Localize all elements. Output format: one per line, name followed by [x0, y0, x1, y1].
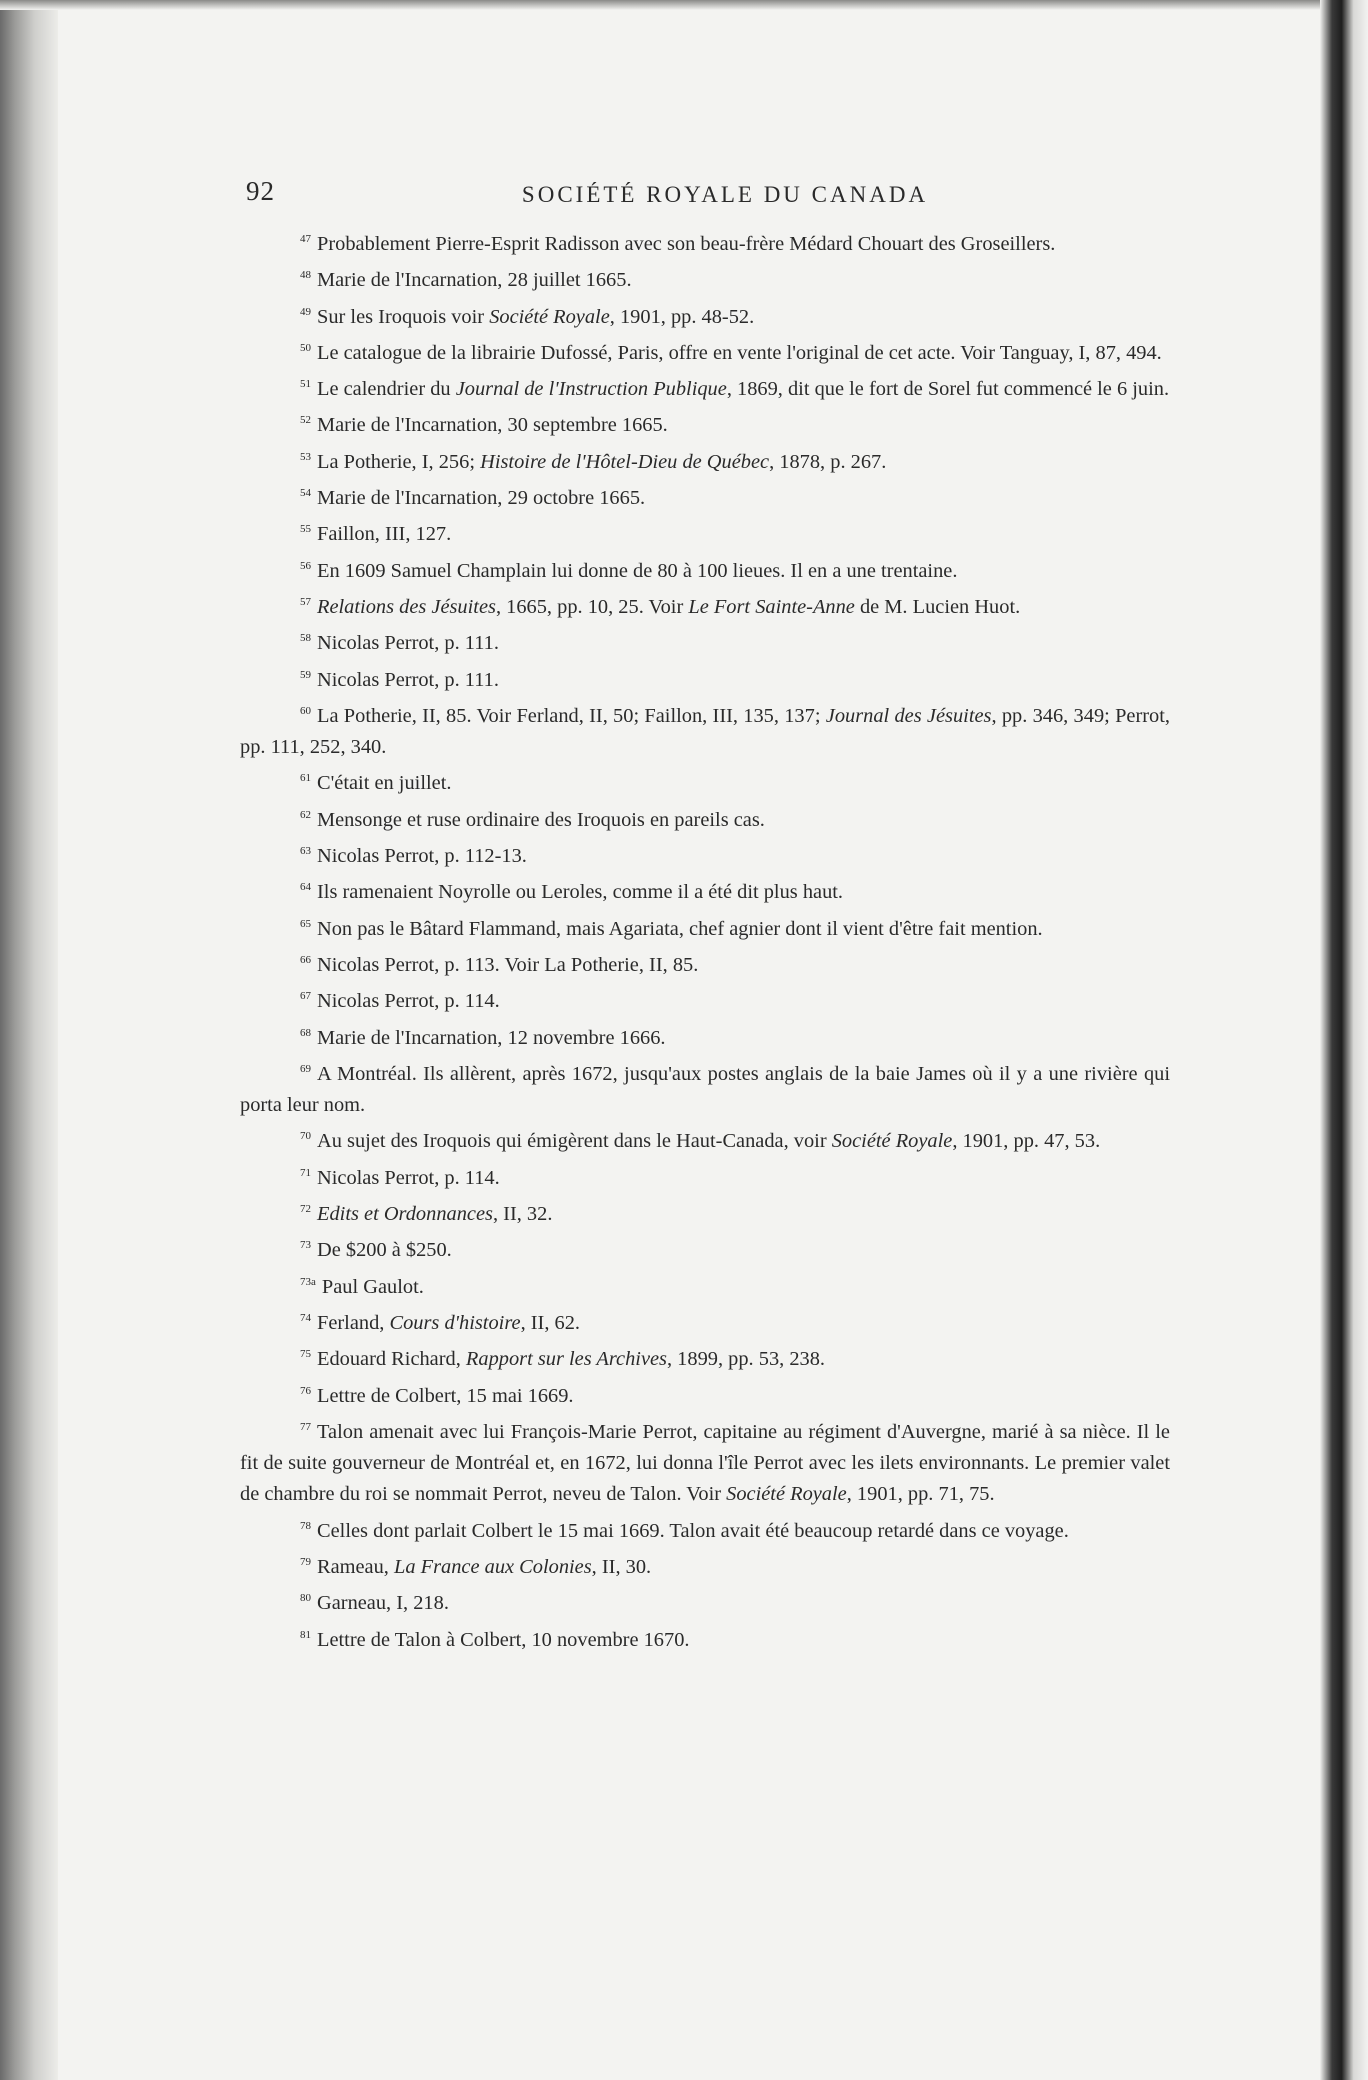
footnote [240, 1121, 1170, 1157]
footnote-title-italic: Edits et Ordonnances [317, 1203, 493, 1226]
footnote-text: , 1901, pp. 48-52. [609, 305, 755, 328]
footnote-text: Talon amenait avec lui François-Marie Perrot, capitaine au régiment d'Auvergne, marié à sa nièce. Il le fit de suite gouverneur de Montréal et, en 1672, lui donna l'île Perrot avec les ilets environnants. Le premier valet de chambre du roi se nommait Perrot, neveu de Talon. Voir [240, 1420, 1170, 1506]
footnote-marker: 77 [300, 1420, 311, 1433]
footnote-text: , II, 32. [492, 1203, 553, 1226]
footnote-text: , pp. 346, 349; Perrot, pp. 111, 252, 340. [240, 704, 1171, 759]
footnote [240, 369, 1170, 405]
footnote-marker: 56 [300, 559, 311, 572]
footnote-text: La Potherie, I, 256; [317, 450, 481, 473]
footnote [240, 1018, 1170, 1054]
footnote-title-italic: Journal des Jésuites [825, 704, 992, 727]
footnote-marker: 57 [300, 595, 311, 608]
footnote [240, 260, 1170, 296]
footnote-text: Edouard Richard, [317, 1348, 466, 1371]
footnote-marker: 62 [300, 808, 311, 821]
footnote-marker: 66 [300, 953, 311, 966]
footnote [240, 909, 1170, 945]
page-number: 92 [246, 176, 275, 206]
footnote-text: Faillon, III, 127. [317, 523, 452, 546]
footnote-marker: 76 [300, 1384, 311, 1397]
footnote-title-italic: La France aux Colonies [394, 1555, 592, 1578]
footnote [240, 551, 1170, 587]
footnote-marker: 60 [300, 704, 311, 717]
footnote-text: Marie de l'Incarnation, 29 octobre 1665. [317, 487, 646, 510]
footnote-title-italic: Société Royale [726, 1483, 847, 1506]
footnote-text: Rameau, [317, 1555, 395, 1578]
footnote-marker: 78 [300, 1519, 311, 1532]
footnote [240, 1303, 1170, 1339]
footnote-text: , 1665, pp. 10, 25. Voir [495, 595, 689, 618]
running-head: SOCIÉTÉ ROYALE DU CANADA [521, 182, 929, 207]
footnote-text: Sur les Iroquois voir [317, 305, 490, 328]
footnote-marker: 67 [300, 990, 311, 1003]
footnote-text: , 1901, pp. 71, 75. [846, 1483, 995, 1506]
footnote-text: Nicolas Perrot, p. 111. [317, 632, 499, 655]
footnote [240, 514, 1170, 550]
footnote-text: Le catalogue de la librairie Dufossé, Paris, offre en vente l'original de cet acte. Voir Tanguay, I, 87, 494. [317, 341, 1162, 364]
footnote-text: , II, 62. [520, 1311, 581, 1334]
footnote [240, 1267, 1170, 1303]
footnote [240, 297, 1170, 333]
footnote [240, 981, 1170, 1017]
footnote-marker: 72 [300, 1203, 311, 1216]
footnote-text: Lettre de Colbert, 15 mai 1669. [317, 1384, 574, 1407]
footnote [240, 800, 1170, 836]
footnote [240, 945, 1170, 981]
footnote [240, 1194, 1170, 1230]
footnote-text: Probablement Pierre-Esprit Radisson avec son beau-frère Médard Chouart des Groseillers. [317, 233, 1056, 255]
footnote [240, 1583, 1170, 1619]
footnote [240, 660, 1170, 696]
footnote [240, 623, 1170, 659]
footnote-marker: 55 [300, 523, 311, 536]
footnote [240, 836, 1170, 872]
footnote-text: Nicolas Perrot, p. 113. Voir La Potherie, II, 85. [317, 953, 699, 976]
footnote [240, 442, 1170, 478]
footnote-marker: 58 [300, 632, 311, 645]
footnote-text: , II, 30. [591, 1555, 652, 1578]
footnote-text: Garneau, I, 218. [317, 1592, 449, 1615]
book-gutter-left [0, 0, 58, 2080]
page-header [240, 170, 1170, 214]
footnote [240, 1547, 1170, 1583]
footnote-text: Celles dont parlait Colbert le 15 mai 1669. Talon avait été beaucoup retardé dans ce voyage. [317, 1519, 1069, 1542]
footnote-marker: 71 [300, 1166, 311, 1179]
footnote-marker: 63 [300, 845, 311, 858]
footnotes-list [240, 224, 1170, 1656]
footnote [240, 1158, 1170, 1194]
footnote-marker: 70 [300, 1130, 311, 1143]
footnote-marker: 81 [300, 1628, 311, 1641]
footnote-marker: 68 [300, 1026, 311, 1039]
footnote-text: , 1901, pp. 47, 53. [952, 1130, 1101, 1153]
footnote [240, 872, 1170, 908]
footnote-title-italic: Société Royale [831, 1130, 953, 1153]
footnote-text: Marie de l'Incarnation, 28 juillet 1665. [317, 269, 632, 292]
page-top-edge [0, 0, 1368, 10]
footnote-text: Mensonge et ruse ordinaire des Iroquois en pareils cas. [317, 808, 765, 831]
footnote-text: Marie de l'Incarnation, 12 novembre 1666. [317, 1026, 666, 1049]
footnote-marker: 50 [300, 341, 311, 354]
footnote [240, 587, 1170, 623]
footnote-marker: 54 [300, 487, 311, 500]
footnote-title-italic: Journal de l'Instruction Publique [455, 378, 727, 401]
footnote-title-italic: Relations des Jésuites [317, 595, 496, 618]
footnote-text: C'était en juillet. [317, 772, 452, 795]
footnote-marker: 74 [300, 1311, 311, 1324]
footnote-text: En 1609 Samuel Champlain lui donne de 80 à 100 lieues. Il en a une trentaine. [317, 559, 958, 582]
footnote [240, 333, 1170, 369]
footnote-text: A Montréal. Ils allèrent, après 1672, jusqu'aux postes anglais de la baie James où il y a une rivière qui porta leur nom. [240, 1062, 1170, 1117]
footnote-text: , 1869, dit que le fort de Sorel fut commencé le 6 juin. [726, 378, 1170, 401]
footnote-text: Ferland, [317, 1311, 390, 1334]
footnote [240, 405, 1170, 441]
footnote-marker: 79 [300, 1555, 311, 1568]
footnote-text: De $200 à $250. [317, 1239, 452, 1262]
footnote-title-italic: Cours d'histoire [389, 1311, 521, 1334]
footnote [240, 1376, 1170, 1412]
footnote [240, 763, 1170, 799]
footnote [240, 1620, 1170, 1656]
footnote-text: Le calendrier du [317, 378, 456, 401]
footnote-marker: 69 [300, 1062, 311, 1075]
footnote-marker: 53 [300, 450, 311, 463]
footnote-marker: 59 [300, 668, 311, 681]
footnote-text: La Potherie, II, 85. Voir Ferland, II, 50; Faillon, III, 135, 137; [317, 704, 826, 727]
footnote-text: Nicolas Perrot, p. 114. [317, 990, 500, 1013]
book-gutter-right [1320, 0, 1368, 2080]
footnote-marker: 64 [300, 881, 311, 894]
footnote-marker: 47 [300, 233, 311, 245]
footnote [240, 1054, 1170, 1122]
footnote-text: de M. Lucien Huot. [854, 595, 1021, 618]
footnote-text: Au sujet des Iroquois qui émigèrent dans le Haut-Canada, voir [317, 1130, 832, 1153]
footnote-marker: 48 [300, 269, 311, 282]
footnote-marker: 65 [300, 917, 311, 930]
footnote-marker: 80 [300, 1592, 311, 1605]
footnote-marker: 52 [300, 414, 311, 427]
footnote-marker: 73 [300, 1239, 311, 1252]
footnote [240, 1412, 1170, 1511]
footnote-text: Paul Gaulot. [321, 1275, 424, 1298]
footnote-title-italic: Histoire de l'Hôtel-Dieu de Québec [480, 450, 770, 473]
footnote-text: Ils ramenaient Noyrolle ou Leroles, comme il a été dit plus haut. [317, 881, 844, 904]
footnote-text: Nicolas Perrot, p. 112-13. [317, 845, 527, 868]
footnote [240, 1511, 1170, 1547]
footnote-text: Nicolas Perrot, p. 111. [317, 668, 499, 691]
footnote [240, 478, 1170, 514]
footnote [240, 1230, 1170, 1266]
footnote-marker: 49 [300, 305, 311, 318]
footnote-marker: 51 [300, 378, 311, 391]
footnote-text: Non pas le Bâtard Flammand, mais Agariata, chef agnier dont il vient d'être fait mention. [317, 917, 1043, 940]
footnote-text: Marie de l'Incarnation, 30 septembre 1665. [317, 414, 668, 437]
book-page [240, 170, 1170, 1656]
footnote-marker: 75 [300, 1348, 311, 1361]
footnote [240, 696, 1170, 764]
footnote [240, 1339, 1170, 1375]
footnote-text: Nicolas Perrot, p. 114. [317, 1166, 500, 1189]
footnote-text: , 1878, p. 267. [769, 450, 887, 473]
footnote-text: Lettre de Talon à Colbert, 10 novembre 1670. [317, 1628, 690, 1651]
footnote-title-italic: Rapport sur les Archives [465, 1348, 667, 1371]
footnote-title-italic: Le Fort Sainte-Anne [688, 595, 855, 618]
footnote [240, 224, 1170, 260]
footnote-marker: 73a [300, 1275, 316, 1288]
footnote-text: , 1899, pp. 53, 238. [666, 1348, 826, 1371]
footnote-marker: 61 [300, 772, 311, 785]
footnote-title-italic: Société Royale [489, 305, 610, 328]
